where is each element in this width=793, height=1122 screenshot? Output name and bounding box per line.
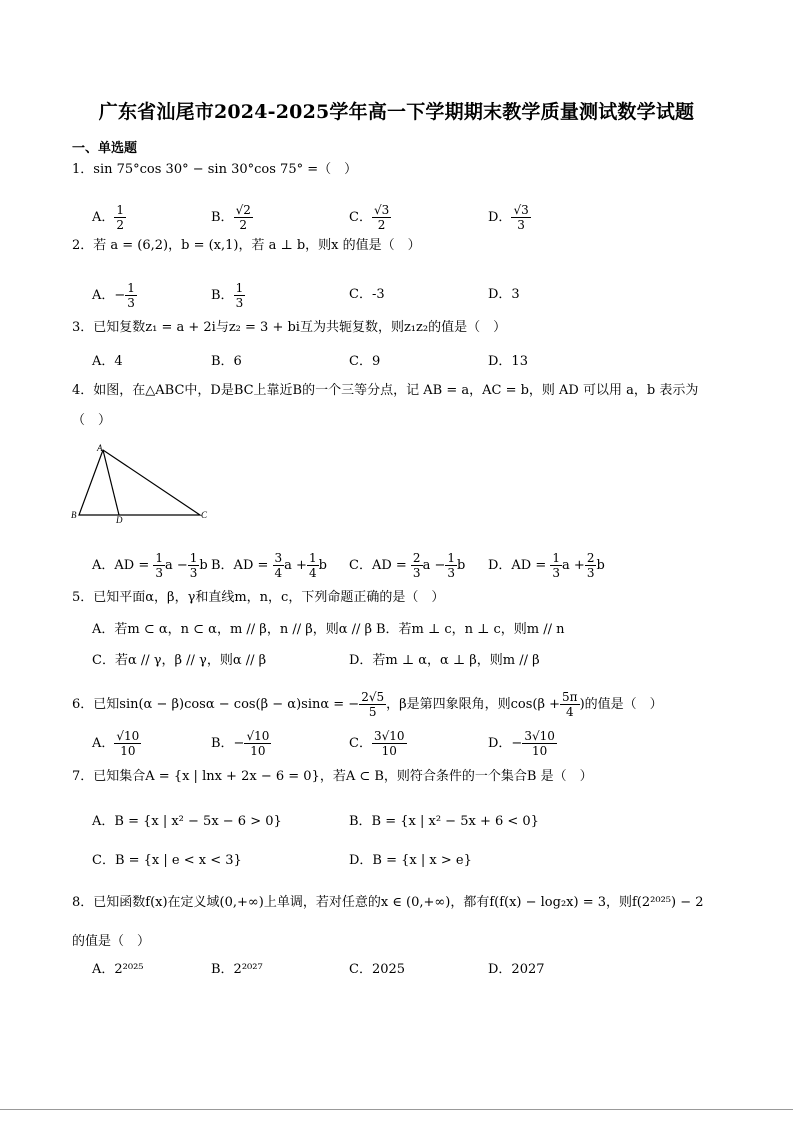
- question-4-stem: 4．如图，在△ABC中，D是BC上靠近B的一个三等分点，记 AB = a，AC = b，则 AD 可以用 a，b 表示为: [72, 383, 699, 398]
- question-5-option-b[interactable]: B．若m ⊥ c，n ⊥ c，则m // n: [376, 622, 565, 637]
- question-2-option-c[interactable]: C．-3: [349, 287, 385, 302]
- question-1-option-d[interactable]: D． $\frac{√3}{3}$: [488, 203, 529, 232]
- question-5-option-d[interactable]: D．若m ⊥ α，α ⊥ β，则m // β: [349, 653, 540, 668]
- page-title: 广东省汕尾市2024-2025学年高一下学期期末教学质量测试数学试题: [98, 101, 695, 123]
- question-6-option-c[interactable]: C． $\frac{3√10}{10}$: [349, 729, 405, 758]
- question-8-option-d[interactable]: D．2027: [488, 962, 545, 977]
- vertex-label-b: B: [71, 510, 77, 520]
- question-8-option-b[interactable]: B．2²⁰²⁷: [211, 962, 263, 977]
- question-3-stem: 3．已知复数z₁ = a + 2i与z₂ = 3 + bi互为共轭复数，则z₁z₂的值是（ ）: [72, 320, 507, 335]
- triangle-abc: [79, 450, 200, 515]
- question-5-option-c[interactable]: C．若α // γ，β // γ，则α // β: [92, 653, 267, 668]
- triangle-figure: [70, 441, 215, 526]
- question-4-option-b[interactable]: B．AD = $\frac{3}{4}$ a + $\frac{1}{4}$ b: [211, 551, 327, 580]
- question-3-option-d[interactable]: D．13: [488, 354, 528, 369]
- question-1-stem: 1．sin 75°cos 30° − sin 30°cos 75° =（ ）: [72, 162, 358, 177]
- question-7-option-c[interactable]: C．B = {x | e < x < 3}: [92, 853, 242, 868]
- question-7-option-b[interactable]: B．B = {x | x² − 5x + 6 < 0}: [349, 814, 539, 829]
- question-1-option-b[interactable]: B． $\frac{√2}{2}$: [211, 203, 251, 232]
- question-4-option-d[interactable]: D．AD = $\frac{1}{3}$ a + $\frac{2}{3}$ b: [488, 551, 605, 580]
- question-4-option-a[interactable]: A．AD = $\frac{1}{3}$ a − $\frac{1}{3}$ b: [92, 551, 208, 580]
- question-6-option-d[interactable]: D．− $\frac{3√10}{10}$: [488, 729, 555, 758]
- question-2-option-b[interactable]: B． $\frac{1}{3}$: [211, 281, 244, 310]
- question-1-option-c[interactable]: C． $\frac{√3}{2}$: [349, 203, 390, 232]
- question-6-option-b[interactable]: B．− $\frac{√10}{10}$: [211, 729, 270, 758]
- question-2-stem: 2．若 a = (6,2)，b = (x,1)，若 a ⊥ b，则x 的值是（ ）: [72, 238, 421, 253]
- question-4-stem-continued: （ ）: [72, 413, 112, 428]
- point-label-d: D: [116, 515, 123, 525]
- question-6-option-a[interactable]: A． $\frac{√10}{10}$: [92, 729, 140, 758]
- question-7-option-d[interactable]: D．B = {x | x > e}: [349, 853, 472, 868]
- question-2-option-a[interactable]: A．− $\frac{1}{3}$: [92, 281, 135, 310]
- question-8-option-a[interactable]: A．2²⁰²⁵: [92, 962, 144, 977]
- page-bottom-divider: [0, 1109, 793, 1110]
- question-7-stem: 7．已知集合A = {x | lnx + 2x − 6 = 0}，若A ⊂ B，则符合条件的一个集合B 是（ ）: [72, 769, 593, 784]
- question-8-option-c[interactable]: C．2025: [349, 962, 406, 977]
- question-8-stem-continued: 的值是（ ）: [72, 934, 151, 949]
- question-3-option-c[interactable]: C．9: [349, 354, 381, 369]
- vertex-label-a: A: [97, 443, 103, 453]
- section-heading: 一、单选题: [72, 141, 138, 156]
- question-5-stem: 5．已知平面α，β，γ和直线m，n，c，下列命题正确的是（ ）: [72, 590, 445, 605]
- question-5-option-a[interactable]: A．若m ⊂ α，n ⊂ α，m // β，n // β，则α // β: [92, 622, 373, 637]
- question-8-stem: 8．已知函数f(x)在定义域(0,+∞)上单调，若对任意的x ∈ (0,+∞)，都有f(f(x) − log₂x) = 3，则f(2²⁰²⁵) − 2: [72, 895, 704, 910]
- question-1-option-a[interactable]: A． $\frac{1}{2}$: [92, 203, 125, 232]
- vertex-label-c: C: [201, 510, 208, 520]
- question-4-option-c[interactable]: C．AD = $\frac{2}{3}$ a − $\frac{1}{3}$ b: [349, 551, 466, 580]
- question-7-option-a[interactable]: A．B = {x | x² − 5x − 6 > 0}: [92, 814, 282, 829]
- question-3-option-a[interactable]: A．4: [92, 354, 123, 369]
- question-2-option-d[interactable]: D．3: [488, 287, 520, 302]
- question-3-option-b[interactable]: B．6: [211, 354, 242, 369]
- question-6-stem: 6．已知sin(α − β)cosα − cos(β − α)sinα = − $\frac{2√5}{5}$ ，β是第四象限角，则cos(β + $\frac{5\pi}{4}$ )的值是（ ）: [72, 690, 663, 719]
